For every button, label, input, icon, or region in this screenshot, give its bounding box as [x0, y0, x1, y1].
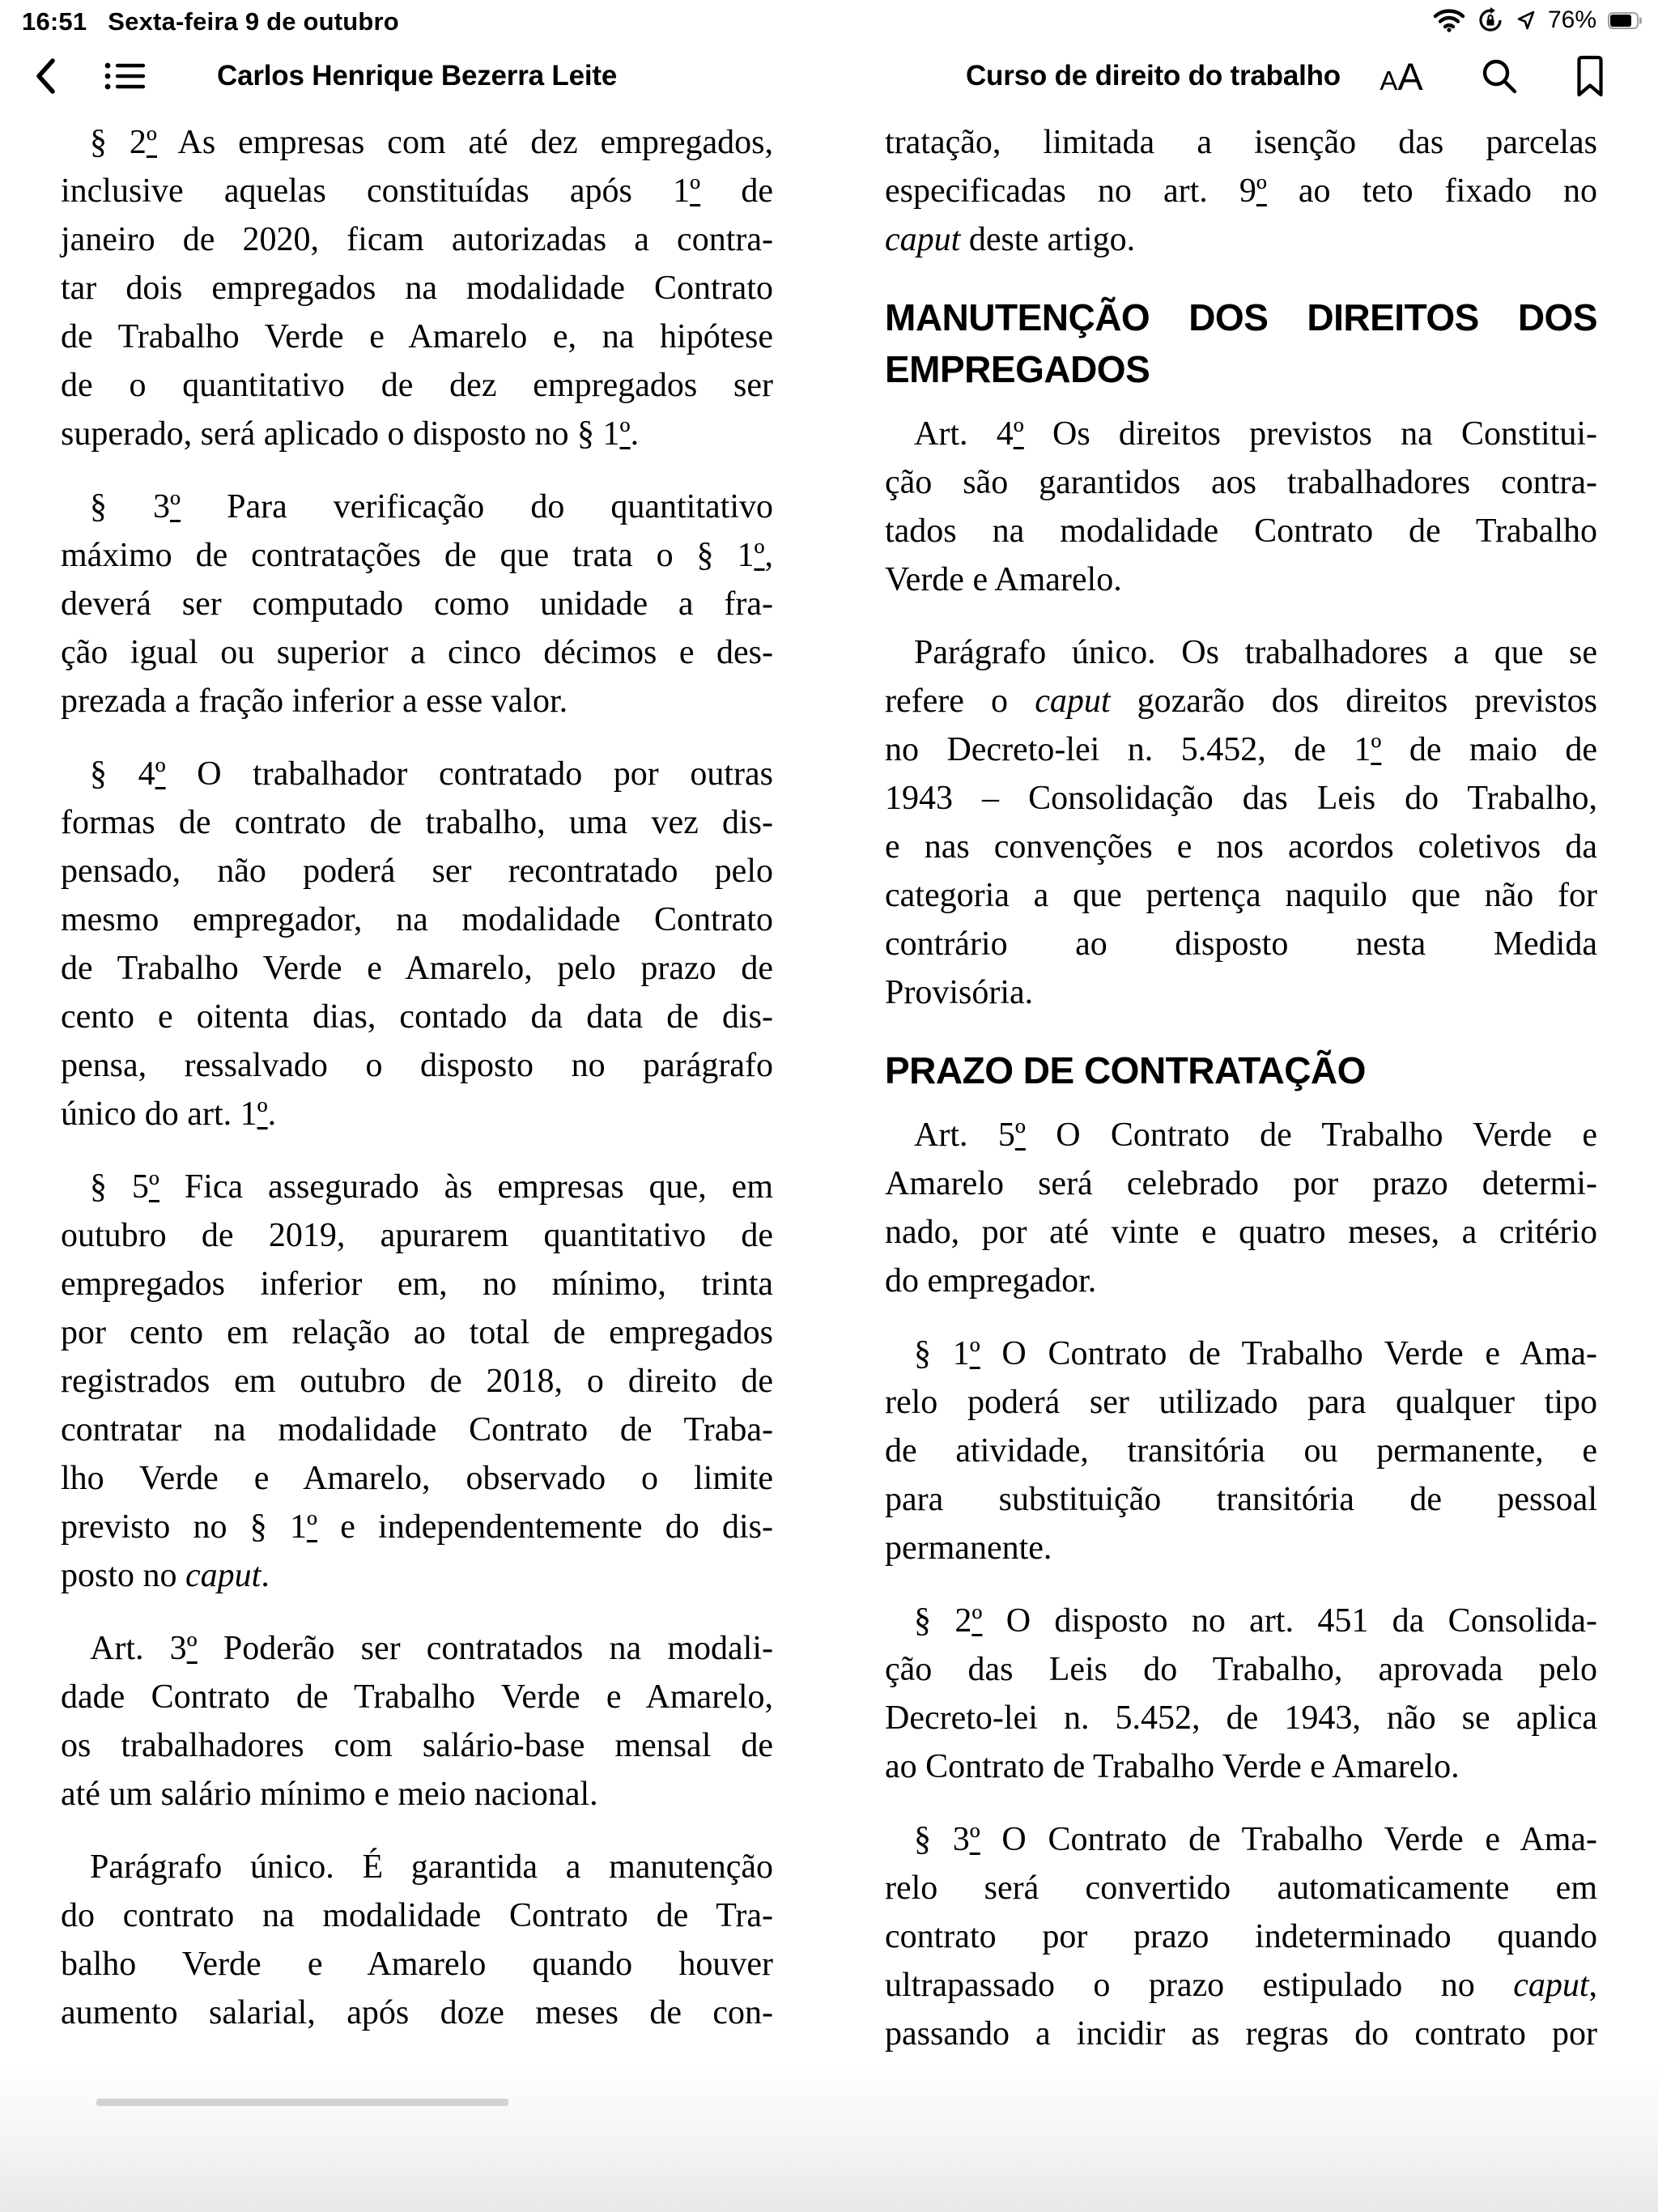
text-line: § 1º O Contrato de Trabalho Verde e Ama- — [914, 1335, 1598, 1372]
text-line: de atividade, transitória ou permanente, e — [885, 1432, 1597, 1470]
text-line: janeiro de 2020, ficam autorizadas a contra- — [61, 221, 773, 258]
text-line: § 3º O Contrato de Trabalho Verde e Ama- — [914, 1821, 1598, 1858]
text-line: Art. 5º O Contrato de Trabalho Verde e — [914, 1117, 1597, 1154]
text-line: no Decreto-lei n. 5.452, de 1º de maio de — [885, 731, 1597, 768]
text-line: contrato por prazo indeterminado quando — [885, 1918, 1597, 1955]
battery-icon — [1608, 12, 1642, 29]
paragraph — [61, 1843, 773, 2037]
text-line: § 5º Fica assegurado às empresas que, em — [90, 1168, 773, 1206]
text-line: § 4º O trabalhador contratado por outras — [90, 755, 773, 793]
text-line: Provisória. — [885, 974, 1034, 1011]
text-line: pensado, não poderá ser recontratado pelo — [61, 853, 773, 890]
text-line: permanente. — [885, 1529, 1052, 1567]
text-line: aumento salarial, após doze meses de con- — [61, 1994, 773, 2031]
text-column-left — [61, 118, 773, 2058]
text-line: MANUTENÇÃO DOS DIREITOS DOS — [885, 296, 1597, 338]
text-line: de Trabalho Verde e Amarelo e, na hipótese — [61, 318, 773, 355]
font-size-button[interactable] — [1373, 50, 1430, 102]
paragraph — [885, 628, 1597, 1017]
text-line: para substituição transitória de pessoal — [885, 1481, 1597, 1518]
text-line: balho Verde e Amarelo quando houver — [61, 1946, 773, 1983]
text-line: por cento em relação ao total de empregados — [61, 1314, 773, 1351]
text-line: dade Contrato de Trabalho Verde e Amarelo, — [61, 1678, 773, 1716]
paragraph — [885, 118, 1597, 264]
paragraph — [61, 118, 773, 458]
battery-percent: 76% — [1547, 6, 1596, 33]
text-column-right — [885, 118, 1597, 2058]
text-line: ção das Leis do Trabalho, aprovada pelo — [885, 1651, 1597, 1688]
text-line: inclusive aquelas constituídas após 1º de — [61, 172, 773, 210]
text-line: Parágrafo único. É garantida a manutenção — [90, 1848, 773, 1886]
search-icon — [1480, 57, 1519, 96]
text-line: pensa, ressalvado o disposto no parágrafo — [61, 1047, 773, 1084]
paragraph — [61, 1624, 773, 1819]
text-line: mesmo empregador, na modalidade Contrato — [61, 901, 773, 938]
section-heading — [885, 291, 1597, 395]
text-line: § 2º As empresas com até dez empregados, — [90, 124, 774, 161]
paragraph — [885, 1329, 1597, 1572]
text-line: ultrapassado o prazo estipulado no caput, — [885, 1967, 1597, 2004]
text-line: formas de contrato de trabalho, uma vez dis- — [61, 804, 773, 841]
text-line: passando a incidir as regras do contrato por — [885, 2015, 1597, 2052]
page-curl-shadow — [0, 2062, 1658, 2212]
text-line: refere o caput gozarão dos direitos previstos — [885, 683, 1597, 720]
text-line: tratação, limitada a isenção das parcelas — [885, 124, 1597, 161]
orientation-lock-icon — [1477, 6, 1504, 34]
text-line: ção igual ou superior a cinco décimos e des- — [61, 634, 773, 671]
table-of-contents-icon — [104, 59, 146, 93]
scroll-position-indicator[interactable] — [96, 2099, 508, 2106]
status-bar — [0, 0, 1658, 44]
text-line: ao Contrato de Trabalho Verde e Amarelo. — [885, 1748, 1460, 1785]
text-line: único do art. 1º. — [61, 1095, 277, 1133]
paragraph — [885, 1815, 1597, 2058]
text-line: § 3º Para verificação do quantitativo — [90, 488, 774, 525]
text-line: categoria a que pertença naquilo que não for — [885, 877, 1597, 914]
text-line: superado, será aplicado o disposto no § 1º. — [61, 415, 640, 453]
bookmark-icon — [1576, 55, 1604, 97]
paragraph — [61, 750, 773, 1138]
text-line: nado, por até vinte e quatro meses, a critério — [885, 1214, 1597, 1251]
text-line: relo poderá ser utilizado para qualquer tipo — [885, 1384, 1597, 1421]
font-size-icon: A A — [1380, 54, 1423, 98]
paragraph — [885, 1597, 1597, 1791]
text-line: os trabalhadores com salário-base mensal de — [61, 1727, 773, 1764]
book-text — [61, 118, 1597, 2058]
text-line: contratar na modalidade Contrato de Traba- — [61, 1411, 773, 1448]
text-line: de o quantitativo de dez empregados ser — [61, 367, 773, 404]
text-line: Amarelo será celebrado por prazo determi- — [885, 1165, 1597, 1202]
text-line: Art. 3º Poderão ser contratados na modali- — [90, 1630, 773, 1667]
text-line: contrário ao disposto nesta Medida — [885, 925, 1597, 963]
text-line: Art. 4º Os direitos previstos na Constitui- — [914, 415, 1597, 453]
reader-header — [0, 50, 1658, 107]
back-button[interactable] — [29, 50, 62, 102]
text-line: especificadas no art. 9º ao teto fixado no — [885, 172, 1597, 210]
text-line: previsto no § 1º e independentemente do dis- — [61, 1508, 773, 1546]
text-line: de Trabalho Verde e Amarelo, pelo prazo de — [61, 950, 773, 987]
book-title: Curso de direito do trabalho — [965, 60, 1341, 91]
book-author: Carlos Henrique Bezerra Leite — [217, 60, 618, 91]
location-arrow-icon — [1516, 10, 1537, 31]
chevron-left-icon — [34, 57, 57, 96]
section-heading — [885, 1044, 1597, 1096]
text-line: do contrato na modalidade Contrato de Tra- — [61, 1897, 773, 1934]
text-line: tar dois empregados na modalidade Contrato — [61, 270, 773, 307]
text-line: 1943 – Consolidação das Leis do Trabalho, — [885, 780, 1597, 817]
wifi-icon — [1433, 8, 1465, 32]
text-line: lho Verde e Amarelo, observado o limite — [61, 1460, 773, 1497]
text-line: relo será convertido automaticamente em — [885, 1870, 1597, 1907]
text-line: e nas convenções e nos acordos coletivos da — [885, 828, 1597, 866]
text-line: posto no caput. — [61, 1557, 270, 1594]
text-line: EMPREGADOS — [885, 348, 1150, 390]
status-time: 16:51 — [22, 7, 87, 36]
text-line: prezada a fração inferior a esse valor. — [61, 683, 568, 720]
text-line: caput deste artigo. — [885, 221, 1136, 258]
paragraph — [61, 1163, 773, 1600]
text-line: outubro de 2019, apurarem quantitativo de — [61, 1217, 773, 1254]
text-line: até um salário mínimo e meio nacional. — [61, 1776, 598, 1813]
text-line: Parágrafo único. Os trabalhadores a que se — [914, 634, 1597, 671]
text-line: ção são garantidos aos trabalhadores contra- — [885, 464, 1597, 501]
paragraph — [885, 1111, 1597, 1305]
text-line: tados na modalidade Contrato de Trabalho — [885, 513, 1597, 550]
text-line: Verde e Amarelo. — [885, 561, 1122, 598]
paragraph — [61, 483, 773, 725]
text-line: registrados em outubro de 2018, o direito de — [61, 1363, 773, 1400]
text-line: empregados inferior em, no mínimo, trinta — [61, 1266, 773, 1303]
text-line: deverá ser computado como unidade a fra- — [61, 585, 773, 623]
status-date: Sexta-feira 9 de outubro — [108, 7, 399, 36]
text-line: máximo de contratações de que trata o § 1º, — [61, 537, 773, 574]
table-of-contents-button[interactable] — [100, 50, 149, 102]
text-line: § 2º O disposto no art. 451 da Consolida- — [914, 1602, 1597, 1640]
search-button[interactable] — [1477, 50, 1522, 102]
text-line: PRAZO DE CONTRATAÇÃO — [885, 1049, 1366, 1091]
text-line: do empregador. — [885, 1262, 1097, 1300]
text-line: cento e oitenta dias, contado da data de dis- — [61, 998, 773, 1036]
text-line: Decreto-lei n. 5.452, de 1943, não se aplica — [885, 1699, 1597, 1737]
bookmark-button[interactable] — [1572, 50, 1608, 102]
paragraph — [885, 410, 1597, 604]
